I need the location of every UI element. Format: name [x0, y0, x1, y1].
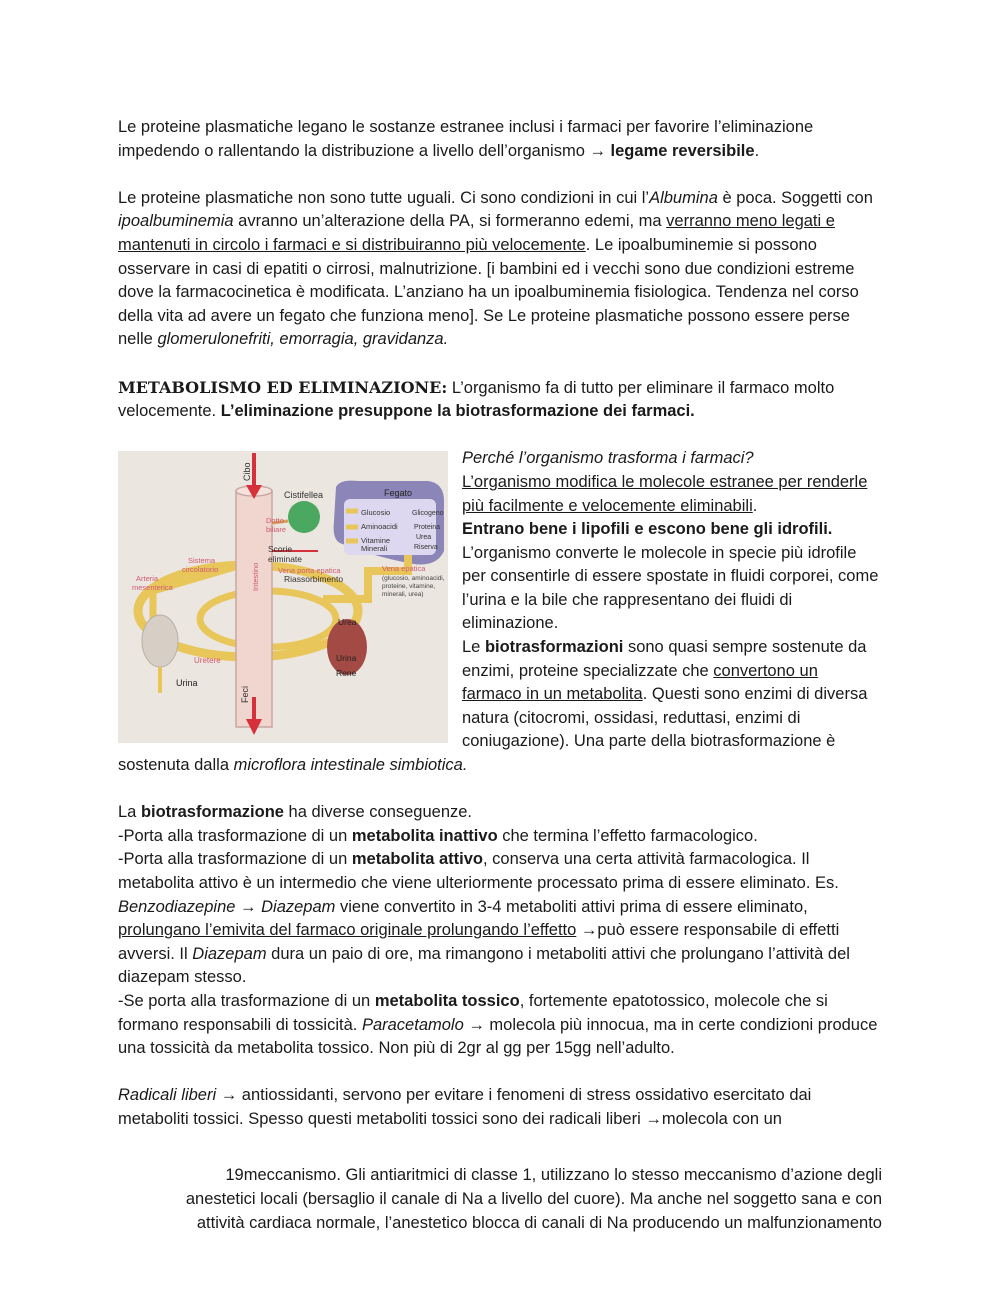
- label-hepatic-vein: Vena epatica: [382, 564, 426, 574]
- underlined-text: verranno meno legati e mantenuti in circolo i farmaci e si distribuiranno più velocemente: [118, 212, 835, 254]
- text: .: [754, 141, 760, 160]
- label-urine: Urina: [176, 678, 198, 689]
- italic-term: Diazepam: [192, 944, 267, 963]
- label-kidney: Rene: [336, 668, 357, 679]
- text: Le proteine plasmatiche non sono tutte uguali. Ci sono condizioni in cui l’: [118, 188, 650, 207]
- label-hepatic-vein-contents: proteine, vitamine,: [382, 583, 436, 591]
- bold-term: legame reversibile: [610, 141, 755, 160]
- kidney-left: [142, 615, 178, 667]
- gallbladder-shape: [288, 501, 320, 533]
- label-vitamins: Vitamine: [361, 536, 391, 546]
- bold-text: Entrano bene i lipofili e escono bene gli idrofili.: [462, 520, 833, 539]
- bold-term: metabolita inattivo: [351, 826, 498, 845]
- label-portal-vein: Vena porta epatica: [278, 566, 341, 576]
- paragraph-free-radicals: [118, 1084, 882, 1131]
- bold-term: biotrasformazioni: [484, 638, 624, 657]
- digestive-system-figure: [118, 451, 448, 743]
- label-eliminated: eliminate: [268, 554, 303, 565]
- text: -Porta alla trasformazione di un: [118, 826, 352, 845]
- text: →può essere responsabile di effetti avversi. Il: [118, 921, 840, 963]
- label-urea-liver: Urea: [416, 534, 432, 542]
- label-hepatic-vein-contents: (glucosio, aminoacidi,: [382, 575, 445, 583]
- text: . Le ipoalbuminemie si possono osservare in casi di epatiti o cirrosi, malnutrizione. [i bambini ed i vecchi sono due condizioni estreme dove la farmacocinetica è modificata. L’anziano ha un ipoalbuminemia fisiologica. Tendenza nel corso della vita ad avere un fegato che funziona meno]. Se Le proteine plasmatiche possono essere perse nelle: [118, 235, 859, 349]
- label-feces: Feci: [240, 686, 250, 704]
- italic-term: Albumina: [649, 188, 718, 207]
- text: La: [118, 803, 141, 822]
- text: viene convertito in 3-4 metaboliti attivi prima di essere eliminato,: [335, 897, 808, 916]
- underlined-text: L’organismo modifica le molecole estranee per renderle più facilmente e velocemente eliminabili: [462, 472, 868, 515]
- footer-line: 19meccanismo. Gli antiaritmici di classe 1, utilizzano lo stesso meccanismo d’azione degli: [225, 1166, 882, 1184]
- bold-term: metabolita attivo: [351, 850, 483, 869]
- label-circulatory: circolatorio: [182, 565, 219, 575]
- label-reserve: Riserva: [414, 544, 438, 552]
- underlined-text: prolungano l’emivita del farmaco originale prolungando l’effetto: [118, 921, 577, 940]
- text: , fortemente epatotossico, molecole che si formano responsabili di tossicità.: [118, 991, 828, 1034]
- label-minerals: Minerali: [361, 544, 388, 554]
- italic-term: ipoalbuminemia: [118, 212, 234, 231]
- document-body: [118, 116, 882, 1132]
- text: Le proteine plasmatiche legano le sostanze estranee inclusi i farmaci per favorire l’eliminazione impedendo o rallentando la distribuzione a livello dell’organismo: [118, 118, 814, 160]
- label-duct: Dotto: [266, 516, 284, 526]
- footer-line: anestetici locali (bersaglio il canale di Na a livello del cuore). Ma anche nel soggetto sana e con: [185, 1190, 882, 1208]
- text: dura un paio di ore, ma rimangono i metaboliti attivi che prolungano l’attività del diazepam stesso.: [118, 944, 850, 987]
- label-system: Sistema: [188, 556, 216, 566]
- label-urine-kidney: Urina: [336, 653, 357, 664]
- text: -Se porta alla trasformazione di un: [118, 991, 375, 1010]
- text: è poca. Soggetti con: [717, 188, 873, 207]
- label-bile: biliare: [266, 525, 287, 535]
- label-reabsorption: Riassorbimento: [284, 574, 344, 585]
- italic-term: Diazepam: [261, 897, 336, 916]
- paragraph-metabolism: [118, 376, 882, 424]
- label-glycogen: Glicogeno: [412, 510, 444, 518]
- bold-text: L’eliminazione presuppone la biotrasformazione dei farmaci.: [220, 402, 695, 421]
- paragraph-protein-binding: [118, 116, 882, 163]
- label-ureter: Uretere: [194, 656, 221, 666]
- paragraph-consequences: [118, 801, 882, 1061]
- text: -Porta alla trasformazione di un: [118, 850, 352, 869]
- text: L’organismo fa di tutto per eliminare il farmaco molto velocemente.: [118, 378, 835, 421]
- text: , conserva una certa attività farmacologica. Il metabolita attivo è un intermedio che viene ulteriormente processato prima di essere eliminato. Es.: [118, 850, 839, 892]
- underlined-text: convertono un farmaco in un metabolita: [462, 661, 818, 704]
- text: ha diverse conseguenze.: [283, 803, 473, 822]
- text: avranno un’alterazione della PA, si formeranno edemi, ma: [233, 212, 667, 231]
- section-heading: METABOLISMO ED ELIMINAZIONE:: [118, 377, 448, 397]
- arrow: →: [589, 141, 606, 160]
- italic-term: Paracetamolo: [361, 1015, 464, 1034]
- text: sono quasi sempre sostenute da enzimi, proteine specializzate che: [462, 638, 867, 680]
- label-amino-acids: Aminoacidi: [361, 522, 398, 532]
- italic-term: microflora intestinale simbiotica.: [233, 756, 468, 775]
- text: .: [752, 496, 758, 515]
- text: → antiossidanti, servono per evitare i fenomeni di stress ossidativo esercitato dai metaboliti tossici. Spesso questi metaboliti tossici sono dei radicali liberi →molecola con un: [118, 1086, 812, 1128]
- text: → molecola più innocua, ma in certe condizioni produce una tossicità da metabolita tossico. Non più di 2gr al gg per 15gg nell’adulto.: [118, 1015, 878, 1058]
- label-glucose: Glucosio: [361, 508, 391, 518]
- footer-overlap-text: [118, 1163, 882, 1235]
- text: Le: [462, 638, 485, 657]
- footer-line: attività cardiaca normale, l’anestetico blocca di canali di Na producendo un malfunzionamento: [196, 1214, 882, 1232]
- paragraph-albumin: [118, 187, 882, 352]
- text: . Questi sono enzimi di diversa natura (citocromi, ossidasi, reduttasi, enzimi di coniugazione). Una parte della biotrasformazione è sostenuta dalla: [118, 685, 868, 775]
- italic-term: Radicali liberi: [118, 1086, 217, 1105]
- label-protein: Proteina: [414, 524, 441, 532]
- question-text: Perché l’organismo trasforma i farmaci?: [462, 449, 754, 468]
- label-intestine: Intestino: [251, 562, 260, 592]
- text: →: [235, 897, 262, 916]
- kidney-right: [327, 619, 367, 675]
- text: L’organismo converte le molecole in specie più idrofile per consentirle di essere spostate in fluidi corporei, come l’urina e la bile che rappresentano dei fluidi di eliminazione.: [462, 543, 879, 633]
- italic-term: glomerulonefriti, emorragia, gravidanza.: [157, 330, 449, 349]
- label-food: Cibo: [242, 462, 252, 482]
- text: che termina l’effetto farmacologico.: [497, 826, 758, 845]
- bold-term: metabolita tossico: [374, 991, 520, 1010]
- label-urea-kidney: Urea: [338, 617, 357, 628]
- label-gallbladder: Cistifellea: [284, 490, 324, 501]
- label-mesenteric: mesenterica: [132, 583, 173, 593]
- label-hepatic-vein-contents: minerali, urea): [382, 591, 424, 599]
- label-liver: Fegato: [384, 488, 413, 499]
- label-waste: Scorie: [268, 544, 293, 555]
- italic-term: Benzodiazepine: [118, 897, 236, 916]
- bold-term: biotrasformazione: [140, 803, 284, 822]
- label-artery: Arteria: [136, 574, 159, 584]
